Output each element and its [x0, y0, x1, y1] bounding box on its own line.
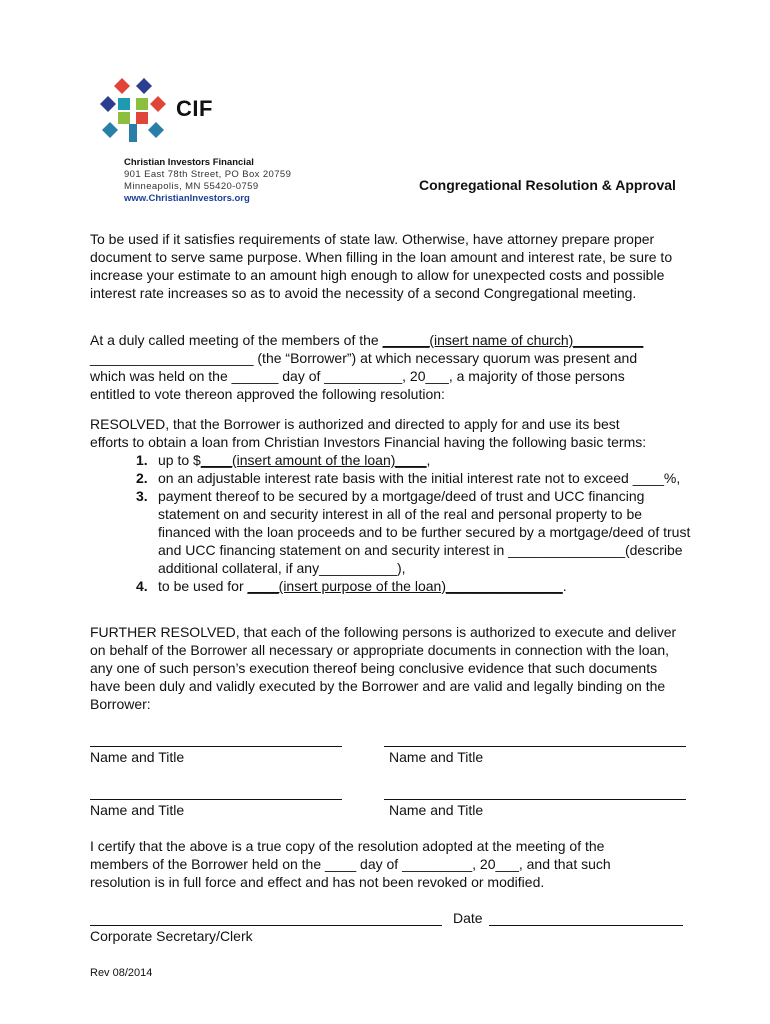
- list-item: 3. payment thereof to be secured by a mortgage/deed of trust and UCC financing statement on and security interest in all of the real and personal property to be financed with the loan proceeds and to be further secured by a mortgage/deed of trust and UCC financing statement on and security interest in _______________(describe additional collateral, if any__________),: [136, 488, 691, 576]
- revision-note: Rev 08/2014: [90, 967, 153, 979]
- meeting-line-3: which was held on the ______ day of __________, 20___, a majority of those persons: [90, 368, 625, 384]
- further-resolved-paragraph: FURTHER RESOLVED, that each of the following persons is authorized to execute and deliver on behalf of the Borrower all necessary or appropriate documents in connection with the loan, any one of such person’s execution thereof being conclusive evidence that such documents have been duly and validly executed by the Borrower and are valid and legally binding on the Borrower:: [90, 624, 677, 712]
- cif-logo-mark: [100, 78, 166, 144]
- list-number: 3.: [136, 488, 148, 504]
- org-website: www.ChristianInvestors.org: [124, 193, 250, 204]
- resolved-paragraph: [90, 415, 690, 451]
- org-name: Christian Investors Financial: [124, 157, 254, 168]
- loan-purpose-blank: ____(insert purpose of the loan)_______________: [247, 578, 563, 594]
- certify-line-3: resolution is in full force and effect and has not been revoked or modified.: [90, 874, 545, 890]
- meeting-paragraph: [90, 331, 690, 403]
- date-line: [489, 925, 683, 926]
- secretary-signature-line: [90, 925, 442, 926]
- name-title-label: Name and Title: [90, 802, 185, 818]
- loan-amount-blank: ____(insert amount of the loan)____: [200, 452, 427, 468]
- document-title: Congregational Resolution & Approval: [419, 177, 676, 193]
- logo-text: CIF: [176, 96, 213, 121]
- list-item: 1. up to $____(insert amount of the loan)____,: [136, 452, 431, 468]
- secretary-label: Corporate Secretary/Clerk: [90, 928, 253, 944]
- list-number: 2.: [136, 470, 148, 486]
- certify-line-1: I certify that the above is a true copy of the resolution adopted at the meeting of the: [90, 838, 605, 854]
- meeting-line-4: entitled to vote thereon approved the following resolution:: [90, 386, 445, 402]
- signature-line: [90, 799, 342, 800]
- date-label: Date: [453, 910, 483, 926]
- signature-line: [90, 746, 342, 747]
- certify-line-2: members of the Borrower held on the ____ day of _________, 20___, and that such: [90, 856, 611, 872]
- org-block: [124, 157, 291, 205]
- name-title-label: Name and Title: [389, 749, 484, 765]
- name-title-label: Name and Title: [90, 749, 185, 765]
- list-number: 4.: [136, 578, 148, 594]
- certification-paragraph: [90, 837, 690, 891]
- list-item: 2. on an adjustable interest rate basis with the initial interest rate not to exceed ____%,: [136, 470, 681, 486]
- org-address-1: 901 East 78th Street, PO Box 20759: [124, 169, 292, 180]
- list-number: 1.: [136, 452, 148, 468]
- meeting-text-a: At a duly called meeting of the members of the: [90, 332, 383, 348]
- resolved-line-1: RESOLVED, that the Borrower is authorized and directed to apply for and use its best: [90, 416, 620, 432]
- loan-terms-list: [136, 451, 691, 595]
- org-address-2: Minneapolis, MN 55420-0759: [124, 181, 259, 192]
- name-title-label: Name and Title: [389, 802, 484, 818]
- meeting-line-2: _____________________ (the “Borrower”) at which necessary quorum was present and: [90, 350, 638, 366]
- signature-line: [384, 746, 686, 747]
- resolved-line-2: efforts to obtain a loan from Christian Investors Financial having the following basic terms:: [90, 434, 647, 450]
- list-item: 4. to be used for ____(insert purpose of the loan)_______________.: [136, 578, 567, 594]
- intro-paragraph: To be used if it satisfies requirements of state law. Otherwise, have attorney prepare proper document to serve same purpose. When filling in the loan amount and interest rate, be sure to increase your estimate to an amount high enough to allow for unexpected costs and possible interest rate increases so as to avoid the necessity of a second Congregational meeting.: [90, 231, 673, 301]
- church-name-blank: ______(insert name of church)_________: [382, 332, 644, 348]
- signature-line: [384, 799, 686, 800]
